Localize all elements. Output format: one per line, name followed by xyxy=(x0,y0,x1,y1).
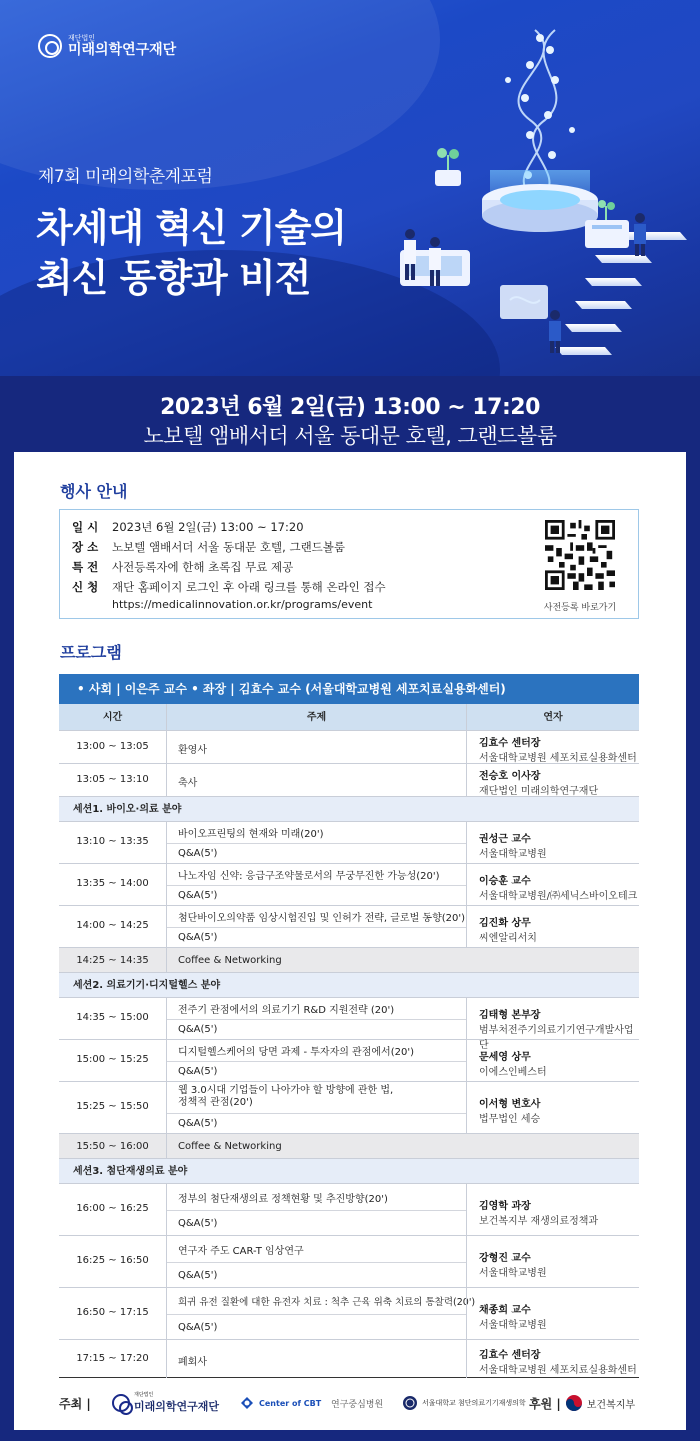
row-time: 14:25 ~ 14:35 xyxy=(76,955,149,966)
talk-title: 정부의 첨단재생의료 정책현황 및 추진방향(20') xyxy=(178,1194,388,1205)
speaker-org: 서울대학교병원 xyxy=(479,849,547,860)
speaker-org: 범부처전주기의료기기연구개발사업단 xyxy=(479,1025,634,1051)
host2-name: Center of CBT xyxy=(259,1398,322,1408)
row-subject xyxy=(166,998,466,1040)
row-subject xyxy=(166,1288,476,1340)
korea-gov-emblem-icon xyxy=(565,1394,583,1412)
row-speaker xyxy=(466,1288,639,1340)
speaker-name: 김효수 센터장 xyxy=(479,738,541,749)
qa-slot: Q&A(5') xyxy=(167,1210,466,1236)
info-label: 신 청 xyxy=(72,580,99,594)
break-row xyxy=(59,948,639,973)
content-panel xyxy=(14,452,686,1430)
row-speaker xyxy=(466,1082,639,1134)
table-row xyxy=(59,764,639,797)
row-speaker xyxy=(466,1184,639,1236)
row-time: 15:50 ~ 16:00 xyxy=(76,1141,149,1152)
hero-banner xyxy=(0,0,700,376)
forum-name: 제7회 미래의학춘계포럼 xyxy=(38,167,213,187)
talk-title: 희귀 유전 질환에 대한 유전자 치료 : 척추 근육 위축 치료의 통찰력(20') xyxy=(178,1297,476,1308)
break-row xyxy=(59,1134,639,1159)
row-time: 13:05 ~ 13:10 xyxy=(76,774,149,785)
info-row-benefit xyxy=(72,559,293,575)
row-subject xyxy=(166,906,466,948)
foundation-logo-icon xyxy=(112,1394,130,1412)
event-venue: 노보텔 앰배서더 서울 동대문 호텔, 그랜드볼룸 xyxy=(143,424,557,448)
qr-code-icon[interactable] xyxy=(545,520,615,590)
info-label: 특 전 xyxy=(72,560,99,574)
sponsor-label: 후원 | xyxy=(529,1396,561,1411)
col-speaker: 연자 xyxy=(466,704,639,731)
talk-title: 전주기 관점에서의 의료기기 R&D 지원전략 (20') xyxy=(178,1005,395,1016)
speaker-name: 김효수 센터장 xyxy=(479,1350,541,1361)
speaker-org: 서울대학교병원 xyxy=(479,1320,547,1331)
speaker-name: 이승훈 교수 xyxy=(479,876,531,887)
table-row xyxy=(59,998,639,1051)
talk-title: 나노자임 신약: 응급구조약물로서의 무궁무진한 가능성(20') xyxy=(178,871,440,882)
info-value: 재단 홈페이지 로그인 후 아래 링크를 통해 온라인 접수 xyxy=(112,580,386,594)
sponsor-wrap xyxy=(529,1388,635,1418)
qa-slot: Q&A(5') xyxy=(167,1061,466,1082)
host4-name: 서울대학교 첨단의료기기재생의학 xyxy=(422,1399,526,1407)
row-time: 16:50 ~ 17:15 xyxy=(76,1307,149,1318)
table-row xyxy=(59,864,639,906)
foundation-logo xyxy=(38,34,176,58)
col-time: 시간 xyxy=(102,712,123,723)
main-title-line1: 차세대 혁신 기술의 xyxy=(36,206,347,250)
speaker-org: 법무법인 세승 xyxy=(479,1114,541,1125)
program-chair-bar: • 사회 | 이은주 교수 • 좌장 | 김효수 교수 (서울대학교병원 세포치료실용화센터) xyxy=(59,674,639,704)
sponsor-name: 보건복지부 xyxy=(586,1399,636,1411)
speaker-name: 채종희 교수 xyxy=(479,1305,531,1316)
row-time: 16:00 ~ 16:25 xyxy=(76,1203,149,1214)
event-datetime: 2023년 6월 2일(금) 13:00 ~ 17:20 xyxy=(160,395,540,420)
row-time: 16:25 ~ 16:50 xyxy=(76,1255,149,1266)
speaker-name: 김진화 상무 xyxy=(479,918,531,929)
row-subject xyxy=(166,864,466,906)
info-value: 노보텔 앰배서더 서울 동대문 호텔, 그랜드볼룸 xyxy=(112,540,346,554)
speaker-org: 재단법인 미래의학연구재단 xyxy=(479,786,599,797)
talk-title: 디지털헬스케어의 당면 과제 - 투자자의 관점에서(20') xyxy=(178,1047,414,1058)
talk-title-cont: 정책적 관점(20') xyxy=(178,1097,253,1108)
row-speaker xyxy=(466,1340,639,1378)
cbt-logo-icon xyxy=(239,1395,255,1411)
speaker-org: 씨엔알리서치 xyxy=(479,933,537,944)
speaker-org: 서울대학교병원 세포치료실용화센터 xyxy=(479,753,637,764)
row-time: 14:00 ~ 14:25 xyxy=(76,920,149,931)
info-box xyxy=(59,509,639,619)
qa-slot: Q&A(5') xyxy=(167,1113,466,1134)
host-snu xyxy=(402,1388,526,1418)
talk-title: 바이오프린팅의 현재와 미래(20') xyxy=(178,829,324,840)
info-row-date xyxy=(72,519,304,535)
table-row xyxy=(59,1184,639,1236)
host-label-wrap xyxy=(59,1388,91,1418)
talk-title: 연구자 주도 CAR-T 임상연구 xyxy=(178,1246,304,1257)
biotech-illustration-icon xyxy=(380,20,700,376)
session-row: 세션1. 바이오·의료 분야 xyxy=(59,797,639,822)
row-subject xyxy=(166,822,466,864)
row-subject xyxy=(166,1040,466,1082)
row-speaker xyxy=(466,822,639,864)
table-row xyxy=(59,906,639,948)
col-subject: 주제 xyxy=(166,704,466,731)
table-row xyxy=(59,1236,639,1288)
talk-title: 첨단바이오의약품 임상시험진입 및 인허가 전략, 글로벌 동향(20') xyxy=(178,913,466,924)
host1-small: 재단법인 xyxy=(134,1392,154,1398)
session-row: 세션3. 첨단재생의료 분야 xyxy=(59,1159,639,1184)
talk-title: 웹 3.0시대 기업들이 나아가야 할 방향에 관한 법, xyxy=(178,1085,394,1096)
host-label: 주최 | xyxy=(59,1396,91,1411)
speaker-name: 강형진 교수 xyxy=(479,1253,531,1264)
row-speaker xyxy=(466,864,639,906)
table-row xyxy=(59,1340,639,1378)
host1-name: 미래의학연구재단 xyxy=(134,1400,220,1413)
info-label: 일 시 xyxy=(72,520,99,534)
host-foundation xyxy=(112,1388,219,1418)
speaker-name: 이서형 변호사 xyxy=(479,1099,541,1110)
main-title-line2: 최신 동향과 비전 xyxy=(36,256,311,300)
info-value: 2023년 6월 2일(금) 13:00 ~ 17:20 xyxy=(112,520,304,534)
row-time: 13:35 ~ 14:00 xyxy=(76,878,149,889)
row-time: 14:35 ~ 15:00 xyxy=(76,1012,149,1023)
speaker-name: 김태형 본부장 xyxy=(479,1010,541,1021)
row-subject xyxy=(166,1184,466,1236)
row-speaker xyxy=(466,731,639,764)
row-subject: 축사 xyxy=(166,764,466,797)
program-section-title: 프로그램 xyxy=(60,643,122,662)
row-speaker xyxy=(466,764,639,797)
info-section-title: 행사 안내 xyxy=(60,482,128,501)
info-row-apply xyxy=(72,579,386,595)
row-speaker xyxy=(466,1040,639,1082)
speaker-name: 전승호 이사장 xyxy=(479,771,541,782)
qa-slot: Q&A(5') xyxy=(167,885,466,906)
qa-slot: Q&A(5') xyxy=(167,1019,466,1040)
row-speaker xyxy=(466,906,639,948)
qr-caption: 사전등록 바로가기 xyxy=(543,603,617,613)
table-row xyxy=(59,1082,639,1134)
table-row xyxy=(59,731,639,764)
speaker-org: 보건복지부 재생의료정책과 xyxy=(479,1216,599,1227)
row-subject: 폐회사 xyxy=(166,1340,466,1378)
row-subject xyxy=(166,1082,466,1134)
host-research-hospital xyxy=(331,1388,383,1418)
row-time: 15:25 ~ 15:50 xyxy=(76,1101,149,1112)
speaker-name: 김영학 과장 xyxy=(479,1201,531,1212)
info-value: 사전등록자에 한해 초록집 무료 제공 xyxy=(112,560,294,574)
speaker-org: 이에스인베스터 xyxy=(479,1067,547,1078)
snu-emblem-icon xyxy=(402,1395,418,1411)
table-header xyxy=(59,704,639,731)
row-subject: 환영사 xyxy=(166,731,466,764)
row-speaker xyxy=(466,998,639,1051)
foundation-logo-icon xyxy=(38,34,62,58)
logo-small-text: 재단법인 xyxy=(68,34,96,42)
speaker-name: 문세영 상무 xyxy=(479,1052,531,1063)
speaker-org: 서울대학교병원/㈜세닉스바이오테크 xyxy=(479,891,638,902)
qa-slot: Q&A(5') xyxy=(167,1262,466,1288)
date-venue-bar xyxy=(0,376,700,452)
row-time: 17:15 ~ 17:20 xyxy=(76,1353,149,1364)
logo-name: 미래의학연구재단 xyxy=(68,42,177,58)
row-time: 13:10 ~ 13:35 xyxy=(76,836,149,847)
qa-slot: Q&A(5') xyxy=(167,927,466,948)
row-subject xyxy=(166,1236,466,1288)
host3-name: 연구중심병원 xyxy=(331,1399,384,1410)
host-cbt xyxy=(239,1388,321,1418)
info-label: 장 소 xyxy=(72,540,99,554)
break-label: Coffee & Networking xyxy=(166,948,639,973)
speaker-org: 서울대학교병원 xyxy=(479,1268,547,1279)
row-speaker xyxy=(466,1236,639,1288)
table-row xyxy=(59,1040,639,1082)
row-time: 13:00 ~ 13:05 xyxy=(76,741,149,752)
qa-slot: Q&A(5') xyxy=(167,843,466,864)
registration-link[interactable]: https://medicalinnovation.or.kr/programs/event xyxy=(112,598,373,611)
info-row-venue xyxy=(72,539,345,555)
speaker-org: 서울대학교병원 세포치료실용화센터 xyxy=(479,1365,637,1376)
table-row xyxy=(59,822,639,864)
row-time: 15:00 ~ 15:25 xyxy=(76,1054,149,1065)
footer-organizers xyxy=(59,1388,639,1418)
table-row xyxy=(59,1288,639,1340)
qa-slot: Q&A(5') xyxy=(167,1314,466,1340)
break-label: Coffee & Networking xyxy=(166,1134,639,1159)
speaker-name: 권성근 교수 xyxy=(479,834,531,845)
session-row: 세션2. 의료기기·디지털헬스 분야 xyxy=(59,973,639,998)
